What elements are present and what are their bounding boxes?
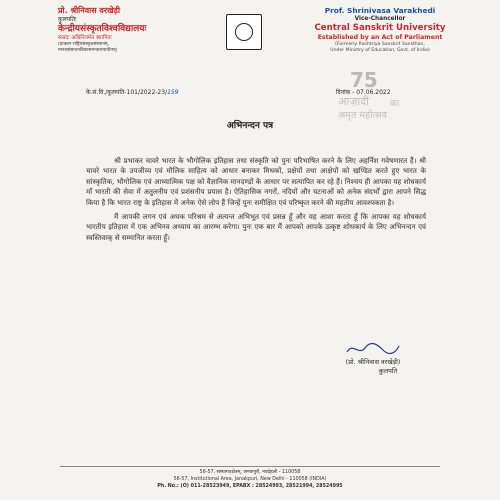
right-vc-title: Vice-Chancellor [354, 16, 406, 22]
paragraph-1: श्री प्रभाकर चावरे भारत के भौगोलिक इतिहास तथा संस्कृति को पुनः परिभाषित करने के लिए अहर्निश गवेषणारत हैं। श्री चावरे भारत के उपजीव्य एवं मौलिक साहित्य को आधार बनाकर मिथकों, प्रक्षेपों तथा आक्षेपों को खण्डित करते हुए भारत के सांस्कृतिक, भौगोलिक एवं आध्यात्मिक पक्ष को वैज्ञानिक मानदण्डों के आधार पर सत्यापित कर रहे हैं। निश्चय ही आपका यह शोधकार्य माँ भारती की सेवा में अतुलनीय एवं प्रशंसनीय प्रयास है। ऐतिहासिक नगरों, नदियों और घटनाओं को अनेक संदर्भों द्वारा आपने सिद्ध किया है कि भारत राष्ट्र के इतिहास में अनेक ऐसे लोप हैं जिन्हें पुनः समीक्षित एवं परिष्कृत करने की महतीय आवश्यकता है। [86, 156, 426, 207]
azadi-logo [328, 68, 468, 124]
paragraph-2: मैं आपकी लगन एवं अधक परिश्रम से अत्यन्त अभिभूत एवं प्रसन्न हूँ और यह आशा करता हूँ कि आपका यह शोधकार्य भारतीय इतिहास में एक अभिनव अध्याय का आरम्भ करेगा। पुनः एक बार मैं आपको आपके उत्कृष्ट शोधकार्य के लिए अभिनन्दन एवं स्वस्तिवाक् से सम्मानित करता हूँ। [86, 212, 426, 242]
footer-divider [60, 466, 440, 467]
letterhead-right [300, 6, 460, 54]
letter-date: दिनांक - 07.06.2022 [336, 89, 391, 96]
emblem-wheel-icon [235, 23, 253, 41]
left-note-1: (प्राक्तन राष्ट्रियसंस्कृतसंस्थानम्, [58, 42, 110, 47]
right-university-name: Central Sanskrit University [314, 23, 446, 33]
university-emblem [226, 14, 262, 50]
signatory-name: (प्रो. श्रीनिवास वरखेड़ी) [345, 358, 401, 366]
handwritten-signature [343, 340, 403, 358]
azadi-line-3: अमृत महोत्सव [338, 110, 387, 121]
azadi-line-2: का [390, 99, 400, 109]
reference-text: के.सं.वि./कुलपति-101/2022-23/ [86, 89, 168, 96]
azadi-line-1: आज़ादी [338, 95, 369, 108]
right-note-1: (Formerly Rashtriya Sanskrit Sansthan, [335, 42, 425, 47]
footer-line-2: 56-57, Institutional Area, Janakpuri, New Delhi - 110058 (INDIA) [173, 477, 327, 482]
letter-body [86, 156, 426, 247]
azadi-number: 75 [350, 68, 378, 92]
footer-line-1: 56-57, संस्थागतक्षेत्रम्, जनकपुरी, नवदेहली - 110058 [199, 470, 301, 475]
left-university-name: केन्द्रीयसंस्कृतविश्वविद्यालयः [58, 24, 147, 34]
reference-handwritten: 159 [167, 89, 179, 96]
signature-block [318, 340, 428, 376]
letter-title: अभिनन्दन पत्र [226, 121, 274, 131]
right-vc-name: Prof. Shrinivasa Varakhedi [324, 6, 436, 15]
letterhead-left [58, 6, 218, 54]
right-note-2: Under Ministry of Education, Govt. of India) [330, 48, 430, 53]
right-established: Established by an Act of Parliament [317, 34, 443, 41]
signatory-designation: कुलपति [378, 367, 398, 375]
footer-line-3: Ph. No.: (O) 011-28523949, EPABX : 28524993, 28521994, 28524995 [157, 484, 343, 489]
left-vc-title: कुलपतिः [58, 16, 77, 23]
left-note-2: मानवसंसाधनविकासमन्त्रालयाधीनम्) [58, 48, 118, 53]
reference-number [86, 88, 179, 96]
left-established: संसदः अधिनियमेन स्थापितः [58, 35, 112, 41]
left-vc-name: प्रो. श्रीनिवास वरखेड़ी [58, 6, 121, 15]
